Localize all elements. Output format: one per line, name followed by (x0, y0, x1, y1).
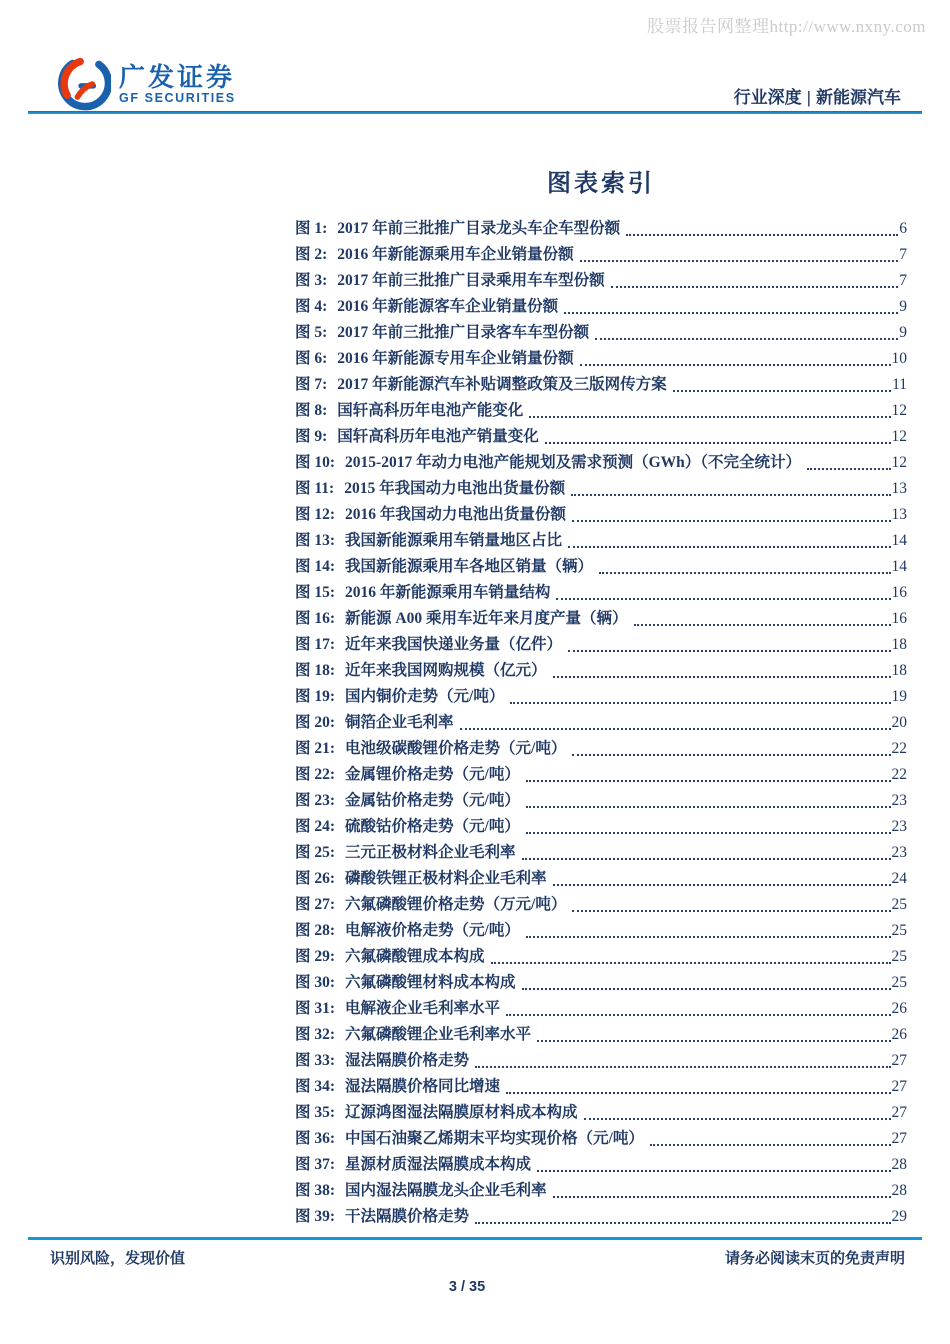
footer-rule (28, 1237, 922, 1240)
toc-dot-leader (526, 806, 891, 808)
toc-entry-page: 18 (891, 662, 907, 679)
toc-entry-page: 27 (891, 1104, 907, 1121)
toc-entry-title: 2017 年新能源汽车补贴调整政策及三版网传方案 (337, 376, 667, 393)
toc-row[interactable] (295, 528, 907, 554)
toc-dot-leader (611, 286, 899, 288)
toc-row[interactable] (295, 1204, 907, 1230)
toc-dot-leader (553, 884, 891, 886)
toc-entry-page: 24 (891, 870, 907, 887)
toc-entry-page: 22 (891, 766, 907, 783)
toc-entry-page: 12 (891, 402, 907, 419)
toc-row[interactable] (295, 684, 907, 710)
toc-dot-leader (491, 962, 891, 964)
toc-row[interactable] (295, 1178, 907, 1204)
toc-dot-leader (529, 416, 890, 418)
toc-row[interactable] (295, 658, 907, 684)
toc-entry-label: 图 20: (295, 714, 336, 731)
toc-row[interactable] (295, 736, 907, 762)
toc-row[interactable] (295, 814, 907, 840)
toc-row[interactable] (295, 892, 907, 918)
toc-dot-leader (510, 702, 890, 704)
toc-row[interactable] (295, 580, 907, 606)
toc-entry-page: 23 (891, 844, 907, 861)
toc-dot-leader (595, 338, 898, 340)
toc-entry-page: 28 (891, 1156, 907, 1173)
toc-dot-leader (650, 1144, 891, 1146)
toc-dot-leader (545, 442, 891, 444)
figure-index-title: 图表索引 (547, 171, 655, 197)
logo-name-cn: 广发证券 (119, 61, 236, 92)
footer-disclaimer-note: 请务必阅读末页的免责声明 (724, 1250, 905, 1267)
toc-dot-leader (634, 624, 891, 626)
toc-entry-label: 图 22: (295, 766, 336, 783)
gf-securities-logo (55, 56, 236, 112)
toc-entry-page: 6 (899, 220, 907, 237)
toc-entry-page: 23 (891, 792, 907, 809)
toc-dot-leader (626, 234, 898, 236)
toc-row[interactable] (295, 268, 907, 294)
toc-entry-title: 三元正极材料企业毛利率 (345, 844, 516, 861)
toc-row[interactable] (295, 606, 907, 632)
toc-row[interactable] (295, 970, 907, 996)
toc-row[interactable] (295, 840, 907, 866)
toc-entry-label: 图 31: (295, 1000, 336, 1017)
toc-entry-title: 2017 年前三批推广目录客车车型份额 (337, 324, 590, 341)
toc-dot-leader (572, 754, 890, 756)
figure-index-section (295, 166, 907, 1230)
toc-entry-page: 26 (891, 1026, 907, 1043)
header-divider: | (806, 88, 811, 107)
toc-row[interactable] (295, 996, 907, 1022)
toc-entry-title: 电解液企业毛利率水平 (345, 1000, 501, 1017)
toc-dot-leader (568, 546, 890, 548)
toc-entry-label: 图 37: (295, 1156, 336, 1173)
toc-dot-leader (556, 598, 890, 600)
toc-dot-leader (572, 520, 891, 522)
toc-dot-leader (475, 1222, 890, 1224)
toc-row[interactable] (295, 398, 907, 424)
toc-row[interactable] (295, 710, 907, 736)
toc-entry-label: 图 26: (295, 870, 336, 887)
toc-row[interactable] (295, 1048, 907, 1074)
gf-logo-mark (55, 56, 111, 112)
toc-entry-page: 12 (891, 454, 907, 471)
toc-entry-title: 六氟磷酸锂材料成本构成 (345, 974, 516, 991)
toc-entry-label: 图 11: (295, 480, 335, 497)
report-topic: 新能源汽车 (816, 88, 901, 107)
toc-entry-label: 图 27: (295, 896, 336, 913)
toc-entry-label: 图 7: (295, 376, 328, 393)
toc-entry-page: 27 (891, 1130, 907, 1147)
toc-entry-page: 25 (891, 948, 907, 965)
toc-entry-page: 14 (891, 532, 907, 549)
toc-entry-title: 铜箔企业毛利率 (345, 714, 454, 731)
toc-dot-leader (537, 1040, 890, 1042)
toc-entry-page: 23 (891, 818, 907, 835)
toc-entry-label: 图 30: (295, 974, 336, 991)
toc-entry-label: 图 35: (295, 1104, 336, 1121)
toc-entry-page: 25 (891, 896, 907, 913)
toc-entry-title: 湿法隔膜价格同比增速 (345, 1078, 501, 1095)
toc-entry-title: 电解液价格走势（元/吨） (345, 922, 520, 939)
report-category-header (734, 83, 901, 108)
toc-entry-label: 图 6: (295, 350, 328, 367)
toc-row[interactable] (295, 320, 907, 346)
logo-text-block (119, 63, 236, 106)
toc-entry-page: 13 (891, 480, 907, 497)
toc-entry-label: 图 17: (295, 636, 336, 653)
toc-entry-page: 19 (891, 688, 907, 705)
toc-entry-label: 图 23: (295, 792, 336, 809)
toc-row[interactable] (295, 632, 907, 658)
toc-entry-title: 金属钴价格走势（元/吨） (345, 792, 520, 809)
toc-entry-title: 湿法隔膜价格走势 (345, 1052, 470, 1069)
toc-row[interactable] (295, 1022, 907, 1048)
toc-entry-label: 图 34: (295, 1078, 336, 1095)
toc-entry-title: 磷酸铁锂正极材料企业毛利率 (345, 870, 547, 887)
toc-entry-label: 图 21: (295, 740, 336, 757)
toc-entry-title: 辽源鸿图湿法隔膜原材料成本构成 (345, 1104, 578, 1121)
toc-entry-title: 2016 年新能源乘用车销量结构 (345, 584, 551, 601)
toc-entry-label: 图 15: (295, 584, 336, 601)
toc-entry-label: 图 12: (295, 506, 336, 523)
toc-dot-leader (572, 910, 890, 912)
toc-row[interactable] (295, 1152, 907, 1178)
toc-entry-title: 2017 年前三批推广目录乘用车车型份额 (337, 272, 605, 289)
toc-row[interactable] (295, 866, 907, 892)
toc-entry-page: 29 (891, 1208, 907, 1225)
toc-row[interactable] (295, 788, 907, 814)
toc-dot-leader (807, 468, 890, 470)
toc-row[interactable] (295, 1100, 907, 1126)
logo-name-en: GF SECURITIES (119, 90, 236, 105)
watermark-text: 股票报告网整理http://www.nxny.com (646, 17, 926, 36)
toc-entry-label: 图 8: (295, 402, 328, 419)
toc-entry-label: 图 32: (295, 1026, 336, 1043)
toc-entry-page: 12 (891, 428, 907, 445)
toc-entry-label: 图 4: (295, 298, 328, 315)
toc-entry-title: 新能源 A00 乘用车近年来月度产量（辆） (345, 610, 628, 627)
toc-dot-leader (580, 260, 899, 262)
toc-dot-leader (526, 936, 891, 938)
toc-dot-leader (673, 390, 891, 392)
toc-entry-title: 2015-2017 年动力电池产能规划及需求预测（GWh）（不完全统计） (345, 454, 802, 471)
toc-entry-page: 13 (891, 506, 907, 523)
toc-entry-label: 图 24: (295, 818, 336, 835)
toc-entry-title: 我国新能源乘用车销量地区占比 (345, 532, 563, 549)
toc-dot-leader (506, 1014, 890, 1016)
toc-entry-title: 六氟磷酸锂成本构成 (345, 948, 485, 965)
toc-row[interactable] (295, 918, 907, 944)
toc-entry-label: 图 16: (295, 610, 336, 627)
toc-entry-label: 图 38: (295, 1182, 336, 1199)
toc-dot-leader (568, 650, 890, 652)
toc-entry-title: 2016 年新能源客车企业销量份额 (337, 298, 559, 315)
toc-entry-title: 六氟磷酸锂价格走势（万元/吨） (345, 896, 567, 913)
toc-entry-page: 9 (899, 298, 907, 315)
toc-entry-page: 25 (891, 974, 907, 991)
toc-entry-page: 14 (891, 558, 907, 575)
toc-entry-label: 图 9: (295, 428, 328, 445)
toc-entry-title: 近年来我国网购规模（亿元） (345, 662, 547, 679)
footer-slogan: 识别风险，发现价值 (50, 1250, 186, 1267)
toc-dot-leader (580, 364, 891, 366)
toc-entry-title: 干法隔膜价格走势 (345, 1208, 470, 1225)
toc-row[interactable] (295, 476, 907, 502)
toc-entry-page: 10 (891, 350, 907, 367)
toc-entry-title: 国内铜价走势（元/吨） (345, 688, 505, 705)
page-number: 3 / 35 (448, 1279, 486, 1295)
toc-entry-page: 16 (891, 610, 907, 627)
toc-entry-page: 22 (891, 740, 907, 757)
toc-row[interactable] (295, 424, 907, 450)
toc-entry-page: 7 (899, 272, 907, 289)
toc-dot-leader (522, 988, 891, 990)
toc-row[interactable] (295, 944, 907, 970)
toc-entry-title: 中国石油聚乙烯期末平均实现价格（元/吨） (345, 1130, 644, 1147)
toc-entry-page: 27 (891, 1078, 907, 1095)
toc-dot-leader (553, 1196, 891, 1198)
toc-entry-title: 电池级碳酸锂价格走势（元/吨） (345, 740, 567, 757)
toc-dot-leader (584, 1118, 891, 1120)
toc-row[interactable] (295, 294, 907, 320)
toc-row[interactable] (295, 554, 907, 580)
toc-row[interactable] (295, 1126, 907, 1152)
toc-entry-title: 硫酸钴价格走势（元/吨） (345, 818, 520, 835)
toc-dot-leader (599, 572, 890, 574)
toc-entry-page: 7 (899, 246, 907, 263)
toc-dot-leader (506, 1092, 890, 1094)
toc-entry-label: 图 36: (295, 1130, 336, 1147)
toc-entry-label: 图 3: (295, 272, 328, 289)
toc-dot-leader (475, 1066, 890, 1068)
toc-row[interactable] (295, 242, 907, 268)
toc-dot-leader (553, 676, 891, 678)
toc-entry-label: 图 33: (295, 1052, 336, 1069)
toc-entry-title: 国内湿法隔膜龙头企业毛利率 (345, 1182, 547, 1199)
toc-dot-leader (522, 858, 891, 860)
toc-entry-title: 六氟磷酸锂企业毛利率水平 (345, 1026, 532, 1043)
toc-entry-label: 图 25: (295, 844, 336, 861)
toc-row[interactable] (295, 1074, 907, 1100)
toc-entry-label: 图 10: (295, 454, 336, 471)
toc-entry-page: 25 (891, 922, 907, 939)
toc-entry-page: 28 (891, 1182, 907, 1199)
toc-entry-title: 2016 年新能源专用车企业销量份额 (337, 350, 574, 367)
toc-row[interactable] (295, 346, 907, 372)
toc-entry-title: 星源材质湿法隔膜成本构成 (345, 1156, 532, 1173)
toc-entry-label: 图 29: (295, 948, 336, 965)
toc-entry-page: 26 (891, 1000, 907, 1017)
toc-dot-leader (460, 728, 891, 730)
toc-entry-title: 金属锂价格走势（元/吨） (345, 766, 520, 783)
toc-dot-leader (571, 494, 890, 496)
toc-entry-label: 图 28: (295, 922, 336, 939)
toc-entry-label: 图 19: (295, 688, 336, 705)
toc-row[interactable] (295, 502, 907, 528)
toc-entry-label: 图 1: (295, 220, 328, 237)
toc-entry-page: 16 (891, 584, 907, 601)
toc-row[interactable] (295, 762, 907, 788)
toc-entry-label: 图 13: (295, 532, 336, 549)
header-rule (28, 111, 922, 114)
toc-list (295, 216, 907, 1230)
toc-entry-title: 2016 年我国动力电池出货量份额 (345, 506, 566, 523)
toc-dot-leader (564, 312, 898, 314)
toc-entry-title: 2017 年前三批推广目录龙头车企车型份额 (337, 220, 621, 237)
toc-dot-leader (526, 832, 891, 834)
toc-entry-title: 国轩高科历年电池产销量变化 (337, 428, 539, 445)
toc-entry-page: 11 (892, 376, 907, 393)
toc-entry-page: 20 (891, 714, 907, 731)
toc-dot-leader (537, 1170, 890, 1172)
toc-entry-page: 18 (891, 636, 907, 653)
toc-row[interactable] (295, 216, 907, 242)
report-category: 行业深度 (733, 88, 802, 107)
toc-entry-label: 图 5: (295, 324, 328, 341)
toc-entry-title: 我国新能源乘用车各地区销量（辆） (345, 558, 594, 575)
toc-entry-title: 2015 年我国动力电池出货量份额 (344, 480, 566, 497)
toc-entry-title: 国轩高科历年电池产能变化 (337, 402, 524, 419)
toc-row[interactable] (295, 372, 907, 398)
toc-entry-title: 近年来我国快递业务量（亿件） (345, 636, 563, 653)
toc-entry-page: 27 (891, 1052, 907, 1069)
toc-entry-label: 图 39: (295, 1208, 336, 1225)
toc-row[interactable] (295, 450, 907, 476)
toc-entry-label: 图 18: (295, 662, 336, 679)
toc-entry-label: 图 14: (295, 558, 336, 575)
toc-entry-page: 9 (899, 324, 907, 341)
toc-entry-title: 2016 年新能源乘用车企业销量份额 (337, 246, 574, 263)
toc-dot-leader (526, 780, 891, 782)
toc-entry-label: 图 2: (295, 246, 328, 263)
